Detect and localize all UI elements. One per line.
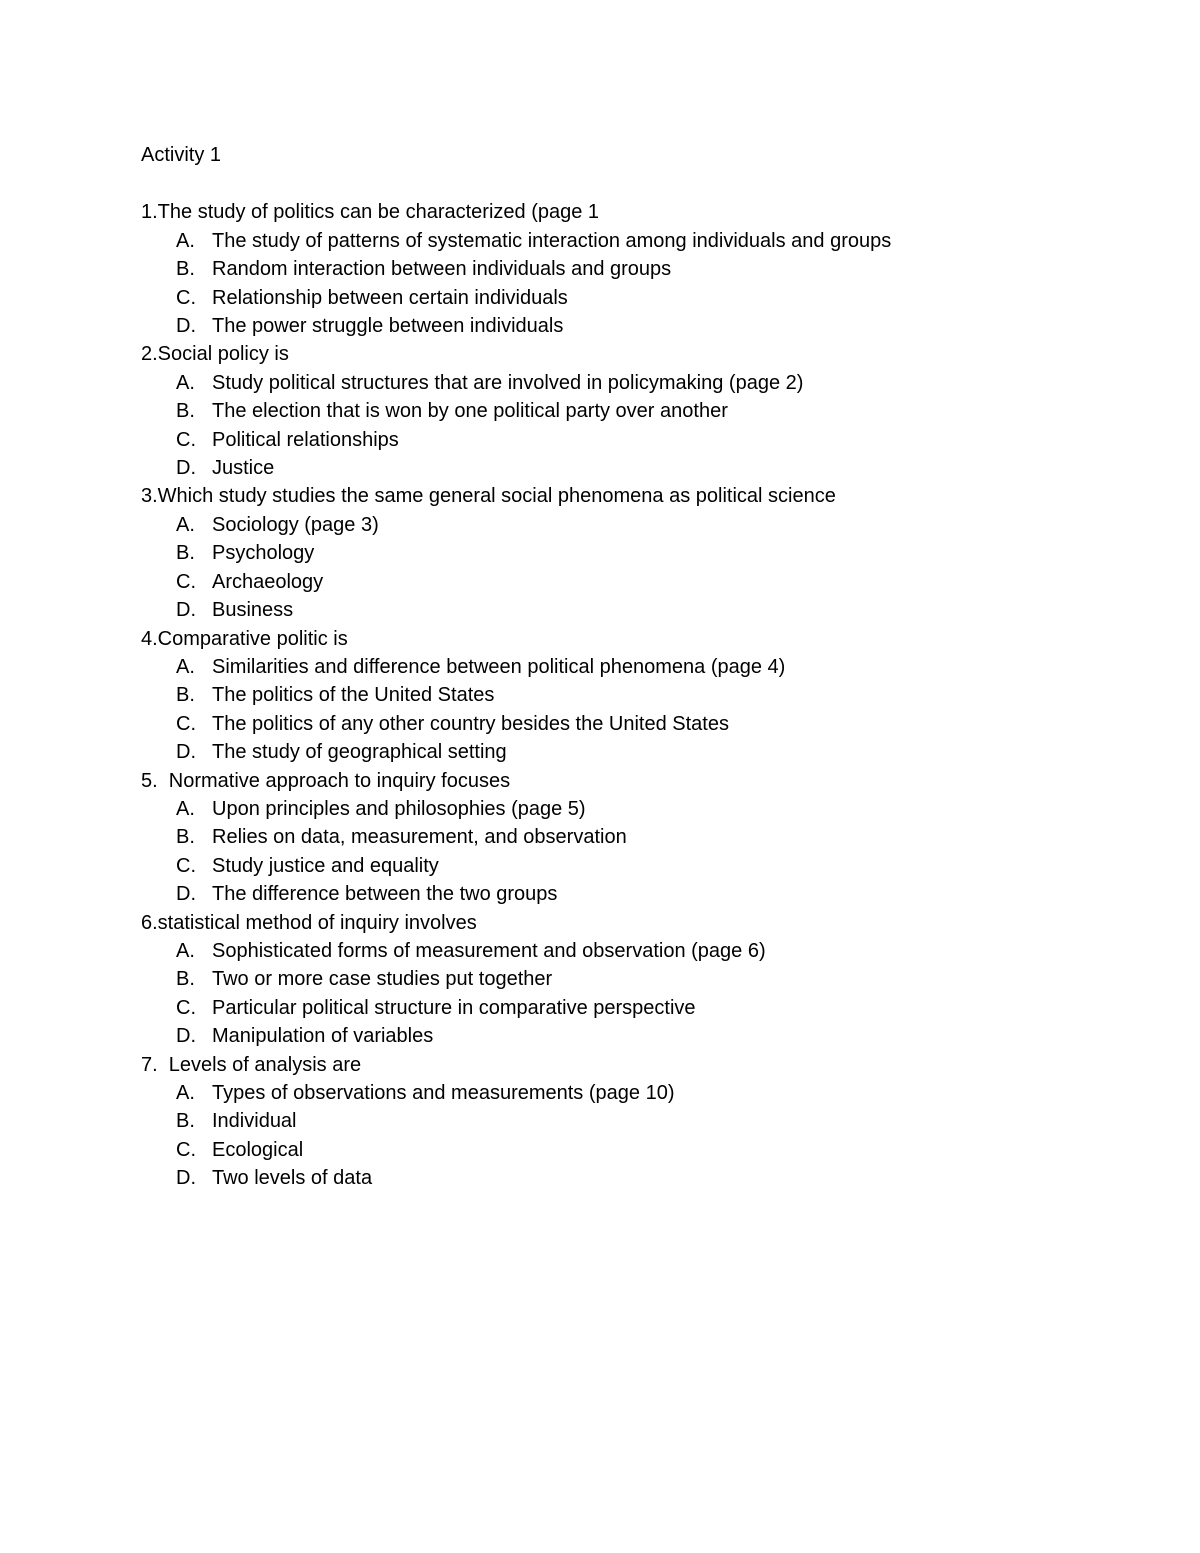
option-list <box>141 227 1141 341</box>
option-d <box>176 312 1141 340</box>
option-text: Relationship between certain individuals <box>212 286 568 309</box>
option-letter: A. <box>176 513 195 536</box>
option-letter: D. <box>176 315 196 338</box>
option-text: Political relationships <box>212 428 399 451</box>
option-text: Justice <box>212 457 275 480</box>
option-list <box>141 1079 1141 1193</box>
option-text: The power struggle between individuals <box>212 315 564 338</box>
option-letter: D. <box>176 741 196 764</box>
option-c <box>176 1136 1141 1164</box>
option-b <box>176 965 1141 993</box>
option-text: Study political structures that are involved in policymaking (page 2) <box>212 371 804 394</box>
option-letter: C. <box>176 286 196 309</box>
option-text: Study justice and equality <box>212 854 439 877</box>
option-b <box>176 823 1141 851</box>
option-c <box>176 710 1141 738</box>
option-a <box>176 795 1141 823</box>
option-b <box>176 539 1141 567</box>
option-a <box>176 227 1141 255</box>
option-c <box>176 994 1141 1022</box>
document-page <box>141 141 1141 1193</box>
question-text: 6.statistical method of inquiry involves <box>141 911 477 934</box>
option-b <box>176 681 1141 709</box>
option-text: The study of patterns of systematic interaction among individuals and groups <box>212 229 892 252</box>
question-6 <box>141 909 1141 1051</box>
question-text: 4.Comparative politic is <box>141 627 348 650</box>
question-text: 1.The study of politics can be characterized (page 1 <box>141 201 600 224</box>
option-letter: B. <box>176 684 195 707</box>
option-letter: A. <box>176 371 195 394</box>
option-d <box>176 1022 1141 1050</box>
question-3 <box>141 482 1141 624</box>
option-text: Particular political structure in comparative perspective <box>212 996 696 1019</box>
option-letter: B. <box>176 968 195 991</box>
option-a <box>176 369 1141 397</box>
option-c <box>176 284 1141 312</box>
option-text: The politics of any other country besides the United States <box>212 712 729 735</box>
option-b <box>176 397 1141 425</box>
option-letter: C. <box>176 570 196 593</box>
option-list <box>141 937 1141 1051</box>
option-text: The study of geographical setting <box>212 741 507 764</box>
option-d <box>176 1164 1141 1192</box>
option-a <box>176 937 1141 965</box>
option-letter: C. <box>176 996 196 1019</box>
option-text: Manipulation of variables <box>212 1025 434 1048</box>
option-c <box>176 568 1141 596</box>
option-letter: A. <box>176 1082 195 1104</box>
option-text: Psychology <box>212 542 315 565</box>
option-text: Two or more case studies put together <box>212 968 553 991</box>
option-letter: D. <box>176 457 196 480</box>
option-letter: A. <box>176 797 195 820</box>
option-letter: D. <box>176 883 196 906</box>
question-7 <box>141 1051 1141 1193</box>
option-letter: B. <box>176 826 195 849</box>
option-text: The politics of the United States <box>212 684 495 707</box>
option-a <box>176 511 1141 539</box>
question-text: 5. Normative approach to inquiry focuses <box>141 769 511 792</box>
option-c <box>176 426 1141 454</box>
option-letter: C. <box>176 428 196 451</box>
option-letter: B. <box>176 1110 195 1133</box>
question-text: 2.Social policy is <box>141 343 289 366</box>
option-letter: C. <box>176 1138 196 1161</box>
option-d <box>176 738 1141 766</box>
option-letter: C. <box>176 854 196 877</box>
option-text: Similarities and difference between political phenomena (page 4) <box>212 655 786 678</box>
option-text: Types of observations and measurements (page 10) <box>212 1082 675 1104</box>
option-list <box>141 511 1141 625</box>
option-text: Individual <box>212 1110 297 1133</box>
option-text: Business <box>212 599 294 622</box>
option-letter: A. <box>176 939 195 962</box>
option-a <box>176 1079 1141 1107</box>
option-d <box>176 596 1141 624</box>
question-2 <box>141 340 1141 482</box>
option-text: Upon principles and philosophies (page 5) <box>212 797 586 820</box>
option-text: Sociology (page 3) <box>212 513 379 536</box>
option-list <box>141 795 1141 909</box>
option-text: Archaeology <box>212 570 324 593</box>
option-text: Two levels of data <box>212 1167 373 1190</box>
option-letter: C. <box>176 712 196 735</box>
option-d <box>176 454 1141 482</box>
document-title: Activity 1 <box>141 144 222 166</box>
option-letter: D. <box>176 599 196 622</box>
option-text: Sophisticated forms of measurement and observation (page 6) <box>212 939 766 962</box>
option-list <box>141 369 1141 483</box>
option-b <box>176 1107 1141 1135</box>
option-text: Ecological <box>212 1138 304 1161</box>
question-text: 7. Levels of analysis are <box>141 1053 362 1076</box>
option-a <box>176 653 1141 681</box>
question-5 <box>141 767 1141 909</box>
option-d <box>176 880 1141 908</box>
option-text: The election that is won by one political party over another <box>212 400 728 423</box>
question-4 <box>141 625 1141 767</box>
option-letter: A. <box>176 229 195 252</box>
question-1 <box>141 198 1141 340</box>
question-text: 3.Which study studies the same general social phenomena as political science <box>141 485 836 508</box>
option-letter: B. <box>176 400 195 423</box>
option-text: Random interaction between individuals and groups <box>212 258 672 281</box>
option-b <box>176 255 1141 283</box>
option-c <box>176 852 1141 880</box>
option-list <box>141 653 1141 767</box>
option-letter: B. <box>176 258 195 281</box>
option-letter: A. <box>176 655 195 678</box>
option-text: The difference between the two groups <box>212 883 558 906</box>
option-letter: B. <box>176 542 195 565</box>
option-text: Relies on data, measurement, and observation <box>212 826 627 849</box>
option-letter: D. <box>176 1025 196 1048</box>
option-letter: D. <box>176 1167 196 1190</box>
